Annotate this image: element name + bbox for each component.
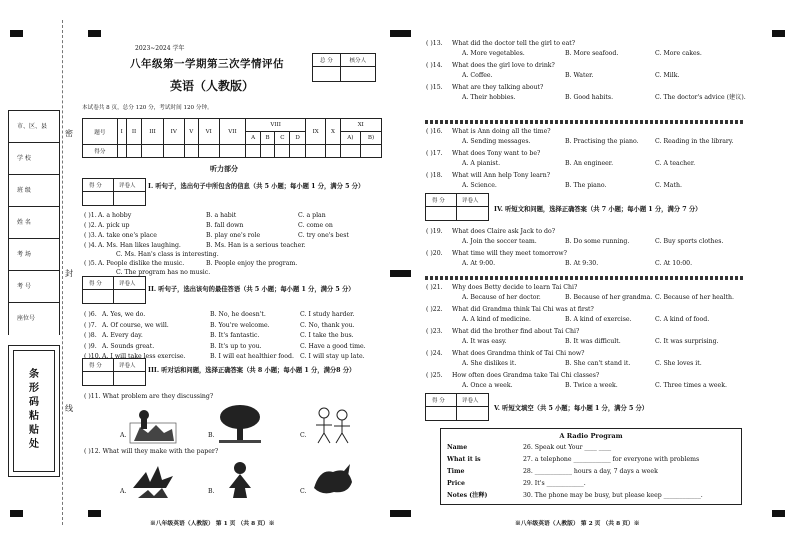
option-b: B. An engineer.	[565, 160, 614, 167]
question-number: ( )23.	[426, 328, 443, 335]
radio-row-key: Time	[447, 468, 465, 475]
registration-mark	[10, 510, 23, 517]
exam-note: 本试卷共 8 页，总分 120 分，考试时间 120 分钟。	[82, 105, 213, 111]
option-b: B. fall down	[206, 222, 244, 229]
question-text: What did the brother find about Tai Chi?	[452, 328, 580, 335]
radio-program-table	[440, 428, 742, 505]
option-a: A. Join the soccer team.	[462, 238, 537, 245]
question-text: What did the doctor tell the girl to eat?	[452, 40, 576, 47]
option-a: A. take one's place	[98, 232, 157, 239]
question-number: ( )13.	[426, 40, 443, 47]
option-a: A. Yes, we do.	[102, 311, 146, 318]
grader-box: 得 分 评卷人	[82, 276, 146, 304]
option-c: C. The program has no music.	[116, 269, 211, 276]
student-info-sidebar	[8, 110, 60, 480]
option-a: A. It was easy.	[462, 338, 507, 345]
sidebar-field-label: 班 级	[17, 187, 31, 194]
footer-right: ※八年级英语（人教版） 第 2 页 （共 8 页）※	[515, 521, 640, 527]
option-b: B. The piano.	[565, 182, 607, 189]
option-a: A. Because of her doctor.	[462, 294, 541, 301]
radio-row-value: 29. It's ____________.	[523, 480, 586, 487]
question-number: ( )21.	[426, 284, 443, 291]
exam-title: 八年级第一学期第三次学情评估	[130, 58, 284, 70]
option-label: B.	[208, 488, 215, 495]
grader-box: 得 分 评卷人	[82, 358, 146, 386]
option-b: B. Practising the piano.	[565, 138, 639, 145]
section-2-title: II. 听句子，选出该句的最佳答语（共 5 小题；每小题 1 分，满分 5 分）	[148, 286, 355, 293]
question-number: ( )7.	[84, 321, 97, 329]
section-1-title: I. 听句子，选出句子中所包含的信息（共 5 小题；每小题 1 分，满分 5 分）	[148, 183, 365, 190]
section-4-title: IV. 听短文和问题，选择正确答案（共 7 小题；每小题 1 分，满分 7 分）	[494, 206, 702, 213]
option-b: B. Ms. Han is a serious teacher.	[206, 242, 306, 249]
option-a: A. I will take less exercise.	[102, 353, 186, 360]
radio-title: A Radio Program	[559, 432, 623, 440]
option-c: C. Reading in the library.	[655, 138, 734, 145]
option-b: B. a habit	[206, 212, 237, 219]
registration-mark	[772, 510, 785, 517]
registration-mark	[398, 30, 411, 37]
section-3-title: III. 听对话和问题，选择正确答案（共 8 小题；每小题 1 分，满分8 分）	[148, 367, 356, 374]
option-c: C. It was surprising.	[655, 338, 719, 345]
question-number: ( )10.	[84, 353, 101, 360]
question-text: How often does Grandma take Tai Chi classes?	[452, 372, 600, 379]
option-label: C.	[300, 432, 307, 439]
grader-box: 得 分 评卷人	[425, 393, 489, 421]
option-a: A. a hobby	[98, 212, 132, 219]
option-b: B. Twice a week.	[565, 382, 618, 389]
option-b: B. No, he doesn't.	[210, 311, 266, 318]
question-12: ( )12. What will they make with the paper?	[84, 448, 219, 455]
total-score-box: 总 分 核分人	[312, 53, 376, 82]
question-number: ( )25.	[426, 372, 443, 379]
option-c: C. Buy sports clothes.	[655, 238, 724, 245]
radio-row-key: What it is	[447, 456, 481, 463]
option-b: B. Do some running.	[565, 238, 630, 245]
listening-title: 听力部分	[210, 164, 238, 173]
divider	[425, 276, 745, 280]
option-a: A. She dislikes it.	[462, 360, 517, 367]
people-picture	[308, 403, 358, 445]
sidebar-field-label: 姓 名	[17, 219, 31, 226]
sidebar-field	[8, 206, 60, 239]
question-text: What will Ann help Tony learn?	[452, 172, 551, 179]
footer-left: ※八年级英语（人教版） 第 1 页 （共 8 页）※	[150, 521, 275, 527]
seal-char: 线	[65, 404, 73, 413]
option-a: A. Their hobbies.	[462, 94, 516, 101]
option-a: A. A pianist.	[462, 160, 501, 167]
seal-char: 封	[65, 269, 73, 278]
question-number: ( )9.	[84, 342, 97, 350]
divider	[425, 120, 745, 124]
sidebar-field	[8, 238, 60, 271]
option-label: A.	[120, 432, 127, 439]
option-b: B. Because of her grandma.	[565, 294, 653, 301]
radio-row-value: 26. Speak out Your ____ ____	[523, 444, 612, 451]
registration-mark	[398, 270, 411, 277]
barcode-label: 条形码粘贴处	[29, 369, 39, 450]
option-a: A. Once a week.	[462, 382, 513, 389]
grader-box: 得 分 评卷人	[82, 178, 146, 206]
question-number: ( )4.	[84, 242, 97, 249]
question-number: ( )3.	[84, 232, 97, 239]
option-a: A. Sounds great.	[102, 342, 155, 350]
option-a: A. People dislike the music.	[98, 260, 185, 267]
sidebar-field	[8, 110, 60, 143]
option-a: A. Science.	[462, 182, 497, 189]
option-b: B. It's fantastic.	[210, 332, 260, 339]
question-text: What did Grandma think Tai Chi was at first?	[452, 306, 594, 313]
option-a: A. Sending messages.	[462, 138, 531, 145]
option-a: A. Every day.	[102, 332, 143, 339]
question-text: What time will they meet tomorrow?	[452, 250, 567, 257]
sidebar-field	[8, 174, 60, 207]
registration-mark	[10, 30, 23, 37]
question-number: ( )24.	[426, 350, 443, 357]
option-b: B. It was difficult.	[565, 338, 621, 345]
option-label: A.	[120, 488, 127, 495]
option-b: B. You're welcome.	[210, 321, 270, 329]
option-c: C. More cakes.	[655, 50, 702, 57]
sidebar-field	[8, 142, 60, 175]
question-text: What does Claire ask Jack to do?	[452, 228, 556, 235]
option-b: B. More seafood.	[565, 50, 619, 57]
question-text: What does the girl love to drink?	[452, 62, 555, 69]
option-label: C.	[300, 488, 307, 495]
radio-row-value: 27. a telephone ____________ for everyone with problems	[523, 456, 700, 463]
option-c: C. Because of her health.	[655, 294, 734, 301]
question-number: ( )18.	[426, 172, 443, 179]
option-b: B. She can't stand it.	[565, 360, 631, 367]
radio-row-value: 28. ____________ hours a day, 7 days a week	[523, 468, 658, 475]
registration-mark	[88, 510, 101, 517]
sidebar-field-label: 考 号	[17, 283, 31, 290]
option-c: C. She loves it.	[655, 360, 702, 367]
sidebar-field-label: 市、区、县	[17, 123, 48, 130]
option-c: C. try one's best	[298, 232, 349, 239]
question-number: ( )5.	[84, 260, 97, 267]
option-b: B. play one's role	[206, 232, 261, 239]
registration-mark	[88, 30, 101, 37]
option-c: C. A teacher.	[655, 160, 696, 167]
school-year: 2023~2024 学年	[135, 45, 185, 52]
sidebar-field	[8, 302, 60, 335]
paper-cranes-picture	[128, 458, 178, 500]
question-number: ( )22.	[426, 306, 443, 313]
option-b: B. At 9:30.	[565, 260, 599, 267]
exam-subject: 英语（人教版）	[170, 79, 255, 93]
option-c: C. I study harder.	[300, 311, 355, 318]
option-b: B. Good habits.	[565, 94, 614, 101]
question-11: ( )11. What problem are they discussing?	[84, 393, 214, 400]
seal-line	[62, 20, 63, 525]
question-number: ( )17.	[426, 150, 443, 157]
option-b: B. Water.	[565, 72, 594, 79]
option-c: C. Three times a week.	[655, 382, 727, 389]
option-c: C. No, thank you.	[300, 321, 355, 329]
barcode-area	[8, 345, 60, 477]
option-a: A. At 9:00.	[462, 260, 496, 267]
trash-pile-picture	[128, 403, 178, 445]
radio-row-key: Price	[447, 480, 465, 487]
question-number: ( )19.	[426, 228, 443, 235]
question-text: What is Ann doing all the time?	[452, 128, 551, 135]
option-b: B. It's up to you.	[210, 342, 262, 350]
option-b: B. People enjoy the program.	[206, 260, 298, 267]
question-number: ( )2.	[84, 222, 97, 229]
option-a: A. A kind of medicine.	[462, 316, 531, 323]
option-c: C. I will stay up late.	[300, 353, 365, 360]
option-c: C. Milk.	[655, 72, 680, 79]
question-number: ( )14.	[426, 62, 443, 69]
option-a: A. Ms. Han likes laughing.	[98, 242, 181, 249]
question-number: ( )16.	[426, 128, 443, 135]
option-a: A. pick up	[98, 222, 130, 229]
paper-animal-picture	[308, 458, 358, 500]
option-a: A. Of course, we will.	[102, 321, 169, 329]
registration-mark	[398, 510, 411, 517]
sidebar-field-label: 考 场	[17, 251, 31, 258]
dead-tree-picture	[215, 403, 265, 445]
option-c: C. Ms. Han's class is interesting.	[116, 251, 219, 258]
paper-figure-picture	[215, 458, 265, 500]
question-text: What does Tony want to be?	[452, 150, 541, 157]
question-number: ( )15.	[426, 84, 443, 91]
sidebar-field-label: 座位号	[17, 315, 36, 322]
section-5-title: V. 听短文填空（共 5 小题；每小题 1 分，满分 5 分）	[494, 405, 649, 412]
registration-mark	[772, 30, 785, 37]
option-b: B. I will eat healthier food.	[210, 353, 294, 360]
option-c: C. Math.	[655, 182, 682, 189]
sidebar-field-label: 学 校	[17, 155, 31, 162]
radio-row-key: Notes (注释)	[447, 492, 488, 499]
radio-row-key: Name	[447, 444, 468, 451]
option-a: A. More vegetables.	[462, 50, 525, 57]
radio-row-value: 30. The phone may be busy, but please keep ____________.	[523, 492, 703, 499]
question-number: ( )8.	[84, 332, 97, 339]
question-number: ( )1.	[84, 212, 97, 219]
option-c: C. Have a good time.	[300, 342, 366, 350]
option-c: C. A kind of food.	[655, 316, 710, 323]
question-number: ( )6.	[84, 311, 97, 318]
score-table: 题号 I II III IV V VI VII VIII IX X XI A B C D A) B) 得分	[82, 118, 382, 158]
question-number: ( )20.	[426, 250, 443, 257]
seal-char: 密	[65, 129, 73, 138]
option-c: C. At 10:00.	[655, 260, 693, 267]
question-text: What does Grandma think of Tai Chi now?	[452, 350, 585, 357]
grader-box: 得 分 评卷人	[425, 193, 489, 221]
question-text: What are they talking about?	[452, 84, 544, 91]
option-c: C. a plan	[298, 212, 326, 219]
option-c: C. come on	[298, 222, 333, 229]
option-b: B. A kind of exercise.	[565, 316, 632, 323]
option-c: C. The doctor's advice (建议).	[655, 94, 746, 101]
option-a: A. Coffee.	[462, 72, 493, 79]
sidebar-field	[8, 270, 60, 303]
option-c: C. I take the bus.	[300, 332, 354, 339]
option-label: B.	[208, 432, 215, 439]
question-text: Why does Betty decide to learn Tai Chi?	[452, 284, 578, 291]
